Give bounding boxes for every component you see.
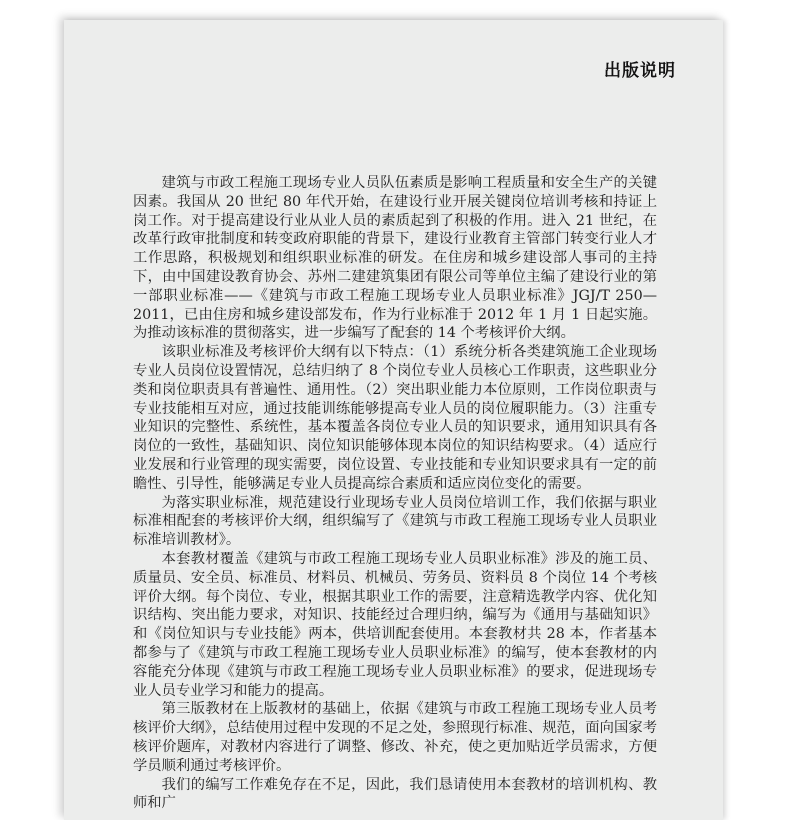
paragraph-5: 第三版教材在上版教材的基础上，依据《建筑与市政工程施工现场专业人员考核评价大纲》，总结使用过程中发现的不足之处，参照现行标准、规范，面向国家考核评价题库，对教材内容进行了调整、修改、补充，使之更加贴近学员需求，方便学员顺利通过考核评价。 bbox=[133, 701, 657, 774]
document-page bbox=[64, 20, 723, 820]
document-body bbox=[133, 174, 657, 813]
page-title: 出版说明 bbox=[604, 61, 676, 81]
paragraph-1: 建筑与市政工程施工现场专业人员队伍素质是影响工程质量和安全生产的关键因素。我国从 20 世纪 80 年代开始，在建设行业开展关键岗位培训考核和持证上岗工作。对于提高建设行业从业人员的素质起到了积极的作用。进入 21 世纪，在改革行政审批制度和转变政府职能的背景下，建设行业教育主管部门转变行业人才工作思路，积极规划和组织职业标准的研发。在住房和城乡建设部人事司的主持下，由中国建设教育协会、苏州二建建筑集团有限公司等单位主编了建设行业的第一部职业标准——《建筑与市政工程施工现场专业人员职业标准》JGJ/T 250—2011，已由住房和城乡建设部发布，作为行业标准于 2012 年 1 月 1 日起实施。为推动该标准的贯彻落实，进一步编写了配套的 14 个考核评价大纲。 bbox=[133, 175, 657, 342]
paragraph-4: 本套教材覆盖《建筑与市政工程施工现场专业人员职业标准》涉及的施工员、质量员、安全员、标准员、材料员、机械员、劳务员、资料员 8 个岗位 14 个考核评价大纲。每个岗位、专业，根据其职业工作的需要，注意精选教学内容、优化知识结构、突出能力要求，对知识、技能经过合理归纳，编写为《通用与基础知识》和《岗位知识与专业技能》两本，供培训配套使用。本套教材共 28 本，作者基本都参与了《建筑与市政工程施工现场专业人员职业标准》的编写，使本套教材的内容能充分体现《建筑与市政工程施工现场专业人员职业标准》的要求，促进现场专业人员专业学习和能力的提高。 bbox=[133, 550, 657, 699]
paragraph-3: 为落实职业标准，规范建设行业现场专业人员岗位培训工作，我们依据与职业标准相配套的考核评价大纲，组织编写了《建筑与市政工程施工现场专业人员职业标准培训教材》。 bbox=[133, 494, 657, 549]
paragraph-6: 我们的编写工作难免存在不足，因此，我们恳请使用本套教材的培训机构、教师和广 bbox=[133, 776, 657, 812]
paragraph-2: 该职业标准及考核评价大纲有以下特点：（1）系统分析各类建筑施工企业现场专业人员岗位设置情况，总结归纳了 8 个岗位专业人员核心工作职责，这些职业分类和岗位职责具有普遍性、通用性。（2）突出职业能力本位原则，工作岗位职责与专业技能相互对应，通过技能训练能够提高专业人员的岗位履职能力。（3）注重专业知识的完整性、系统性，基本覆盖各岗位专业人员的知识要求，通用知识具有各岗位的一致性，基础知识、岗位知识能够体现本岗位的知识结构要求。（4）适应行业发展和行业管理的现实需要，岗位设置、专业技能和专业知识要求具有一定的前瞻性、引导性，能够满足专业人员提高综合素质和适应岗位变化的需要。 bbox=[133, 344, 657, 492]
